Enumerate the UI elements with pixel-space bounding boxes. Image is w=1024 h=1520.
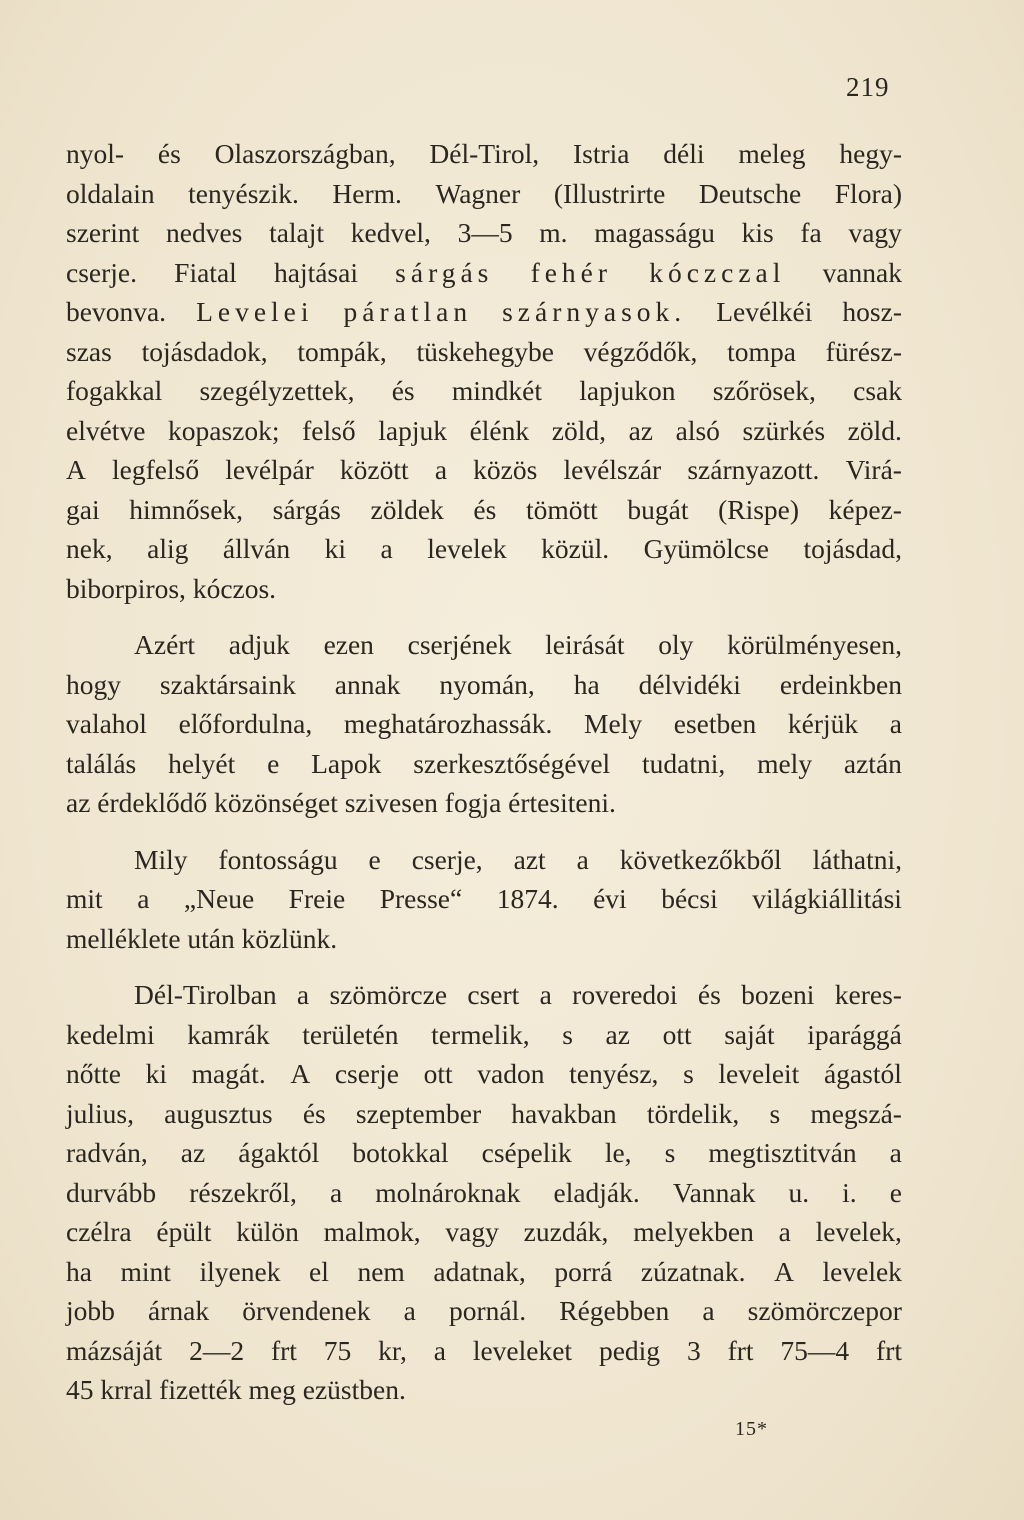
word: a bbox=[539, 979, 552, 1010]
word: a bbox=[380, 533, 393, 564]
word: ki bbox=[324, 533, 346, 564]
text-line bbox=[66, 919, 902, 959]
text-line bbox=[66, 1252, 902, 1292]
word: ha bbox=[573, 668, 600, 700]
text-line bbox=[66, 625, 902, 665]
word: porrá bbox=[554, 1255, 613, 1287]
word: zöld. bbox=[847, 414, 902, 446]
text-line bbox=[66, 975, 902, 1015]
word: vagy bbox=[445, 1216, 499, 1247]
word: Freie bbox=[288, 883, 346, 914]
word: levelek, bbox=[815, 1216, 902, 1247]
word: botokkal bbox=[352, 1137, 449, 1168]
word: után bbox=[187, 922, 242, 954]
word: molnároknak bbox=[375, 1176, 521, 1208]
word: „Neue bbox=[183, 883, 255, 914]
paragraph-gap bbox=[66, 608, 902, 625]
word: 75 bbox=[323, 1334, 352, 1366]
text-line bbox=[66, 411, 902, 451]
word: iparággá bbox=[807, 1018, 902, 1050]
text-line bbox=[66, 529, 902, 569]
word: a bbox=[889, 1137, 902, 1168]
word: ezen bbox=[323, 629, 374, 660]
text-line bbox=[66, 1015, 902, 1055]
text-line bbox=[66, 744, 902, 784]
word: ott bbox=[423, 1058, 453, 1089]
word: elvétve bbox=[66, 414, 146, 446]
word: termelik, bbox=[431, 1018, 530, 1050]
text-line bbox=[66, 1331, 902, 1371]
word: jobb bbox=[66, 1295, 115, 1326]
word: tömött bbox=[525, 493, 598, 525]
text-line bbox=[66, 1291, 902, 1331]
word: biborpiros, bbox=[66, 572, 193, 604]
word: a bbox=[403, 1295, 416, 1326]
word: meleg bbox=[738, 138, 806, 169]
word: és bbox=[697, 979, 721, 1010]
word: m. bbox=[539, 217, 568, 248]
text-line bbox=[66, 840, 902, 880]
word: melléklete bbox=[66, 922, 188, 954]
word: a bbox=[296, 979, 310, 1010]
word: lapjuk bbox=[378, 414, 447, 446]
word: frt bbox=[270, 1334, 297, 1366]
word: el bbox=[309, 1255, 329, 1287]
word: tördelik, bbox=[646, 1097, 740, 1129]
word: fogakkal bbox=[66, 375, 163, 406]
word: tüskehegybe bbox=[416, 335, 554, 367]
text-line bbox=[66, 332, 902, 372]
word: páratlan bbox=[343, 296, 473, 327]
word: 3—5 bbox=[457, 217, 513, 248]
word: le, bbox=[604, 1137, 632, 1168]
word: melyekben bbox=[633, 1216, 754, 1247]
word: Mely bbox=[584, 708, 643, 739]
word: Dél-Tirol, bbox=[429, 138, 540, 169]
word: mázsáját bbox=[66, 1334, 163, 1366]
word: Dél-Tirolban bbox=[134, 979, 277, 1010]
word: felső bbox=[302, 414, 356, 446]
word: cserjének bbox=[407, 629, 512, 660]
word: szárnyazott. bbox=[687, 454, 820, 485]
word: közlünk. bbox=[241, 922, 338, 954]
word: nőtte bbox=[66, 1058, 121, 1089]
word: hogy bbox=[66, 668, 121, 700]
word: u. bbox=[788, 1176, 810, 1208]
word: alig bbox=[147, 533, 189, 564]
word: külön bbox=[236, 1216, 299, 1247]
word: az bbox=[628, 414, 654, 446]
word: adatnak, bbox=[433, 1255, 526, 1287]
word: alsó bbox=[675, 414, 720, 446]
word: szárnyasok. bbox=[502, 296, 687, 327]
word: leveleit bbox=[718, 1058, 800, 1089]
paragraph bbox=[66, 625, 902, 823]
word: fogja bbox=[444, 787, 509, 818]
word: érdeklődő bbox=[97, 787, 215, 818]
word: örvendenek bbox=[242, 1295, 371, 1326]
word: Wagner bbox=[435, 177, 521, 209]
word: Deutsche bbox=[698, 177, 802, 209]
word: a bbox=[137, 883, 150, 914]
word: értesiteni. bbox=[508, 787, 616, 818]
word: meghatározhassák. bbox=[343, 708, 553, 739]
word: évi bbox=[593, 883, 627, 914]
word: Levélkéi bbox=[716, 296, 813, 327]
word: erdeinkben bbox=[779, 668, 902, 700]
word: gai bbox=[66, 493, 100, 525]
text-line bbox=[66, 1054, 902, 1094]
text-line bbox=[66, 253, 902, 293]
word: cserje bbox=[334, 1058, 399, 1089]
word: ezüstben. bbox=[302, 1374, 406, 1405]
word: radván, bbox=[66, 1137, 148, 1168]
word: mely bbox=[757, 747, 813, 779]
text-line bbox=[66, 213, 902, 253]
word: Presse“ bbox=[379, 883, 463, 914]
word: 45 bbox=[66, 1374, 101, 1405]
word: pornál. bbox=[448, 1295, 527, 1326]
word: zöldek bbox=[370, 493, 444, 525]
word: talajt bbox=[269, 217, 325, 248]
word: szürkés bbox=[742, 414, 826, 446]
word: részekről, bbox=[189, 1176, 297, 1208]
word: ágaktól bbox=[238, 1137, 320, 1168]
text-line bbox=[66, 450, 902, 490]
word: augusztus bbox=[164, 1097, 273, 1129]
word: megtisztitván bbox=[708, 1137, 857, 1168]
page-number: 219 bbox=[846, 72, 890, 102]
word: Virá- bbox=[845, 454, 902, 485]
word: területén bbox=[302, 1018, 399, 1050]
paragraph-gap bbox=[66, 958, 902, 975]
word: megszá- bbox=[810, 1097, 902, 1129]
paragraph bbox=[66, 975, 902, 1410]
word: és bbox=[473, 493, 497, 525]
word: fontosságu bbox=[218, 843, 338, 875]
word: roveredoi bbox=[572, 979, 678, 1010]
word: ha bbox=[66, 1255, 92, 1287]
word: déli bbox=[663, 138, 705, 169]
word: leveleket bbox=[472, 1334, 573, 1366]
word: csépelik bbox=[481, 1137, 572, 1168]
word: fürész- bbox=[825, 335, 902, 367]
word: legfelső bbox=[112, 454, 200, 485]
word: szömörcze bbox=[329, 979, 448, 1010]
word: zuzdák, bbox=[523, 1216, 609, 1247]
word: bugát bbox=[627, 493, 689, 525]
text-line bbox=[66, 490, 902, 530]
word: Gyümölcse bbox=[643, 533, 769, 564]
word: nek, bbox=[66, 533, 113, 564]
word: az bbox=[66, 787, 98, 818]
word: hegy- bbox=[839, 138, 902, 169]
word: ilyenek bbox=[199, 1255, 281, 1287]
word: a bbox=[778, 1216, 791, 1247]
word: cserje, bbox=[411, 843, 483, 875]
text-line bbox=[66, 569, 902, 609]
word: tojásdadok, bbox=[141, 335, 268, 367]
text-line bbox=[66, 665, 902, 705]
text-line bbox=[66, 174, 902, 214]
word: i. bbox=[842, 1176, 857, 1208]
text-line bbox=[66, 783, 902, 823]
word: kedelmi bbox=[66, 1018, 155, 1050]
word: Fiatal bbox=[174, 256, 237, 288]
word: vagy bbox=[848, 217, 902, 248]
word: levelek bbox=[427, 533, 507, 564]
word: Istria bbox=[572, 138, 630, 169]
word: s bbox=[683, 1058, 694, 1089]
word: kóczos. bbox=[192, 572, 277, 604]
word: világkiállitási bbox=[752, 883, 902, 914]
word: mit bbox=[66, 883, 103, 914]
word: előfordulna, bbox=[178, 708, 313, 739]
word: fizették bbox=[159, 1374, 249, 1405]
word: Herm. bbox=[332, 177, 402, 209]
word: kedvel, bbox=[350, 217, 431, 248]
word: vadon bbox=[477, 1058, 545, 1089]
word: nedves bbox=[166, 217, 243, 248]
word: szeptember bbox=[355, 1097, 482, 1129]
text-line bbox=[66, 1212, 902, 1252]
word: a bbox=[576, 843, 589, 875]
word: A bbox=[290, 1058, 311, 1089]
word: vannak bbox=[822, 256, 902, 288]
word: tompa bbox=[727, 335, 796, 367]
signature-mark: 15* bbox=[735, 1418, 768, 1440]
word: tudatni, bbox=[642, 747, 726, 779]
word: szaktársaink bbox=[159, 668, 296, 700]
word: nyol- bbox=[66, 138, 125, 169]
text-line bbox=[66, 371, 902, 411]
word: eladják. bbox=[553, 1176, 640, 1208]
word: szas bbox=[66, 335, 112, 367]
word: sárgás bbox=[272, 493, 341, 525]
word: bevonva. bbox=[66, 296, 167, 327]
word: szömörczepor bbox=[747, 1295, 902, 1326]
word: levelek bbox=[822, 1255, 902, 1287]
word: körülményesen, bbox=[727, 629, 902, 660]
word: kérjük bbox=[787, 708, 859, 739]
word: találás bbox=[66, 747, 137, 779]
word: ott bbox=[662, 1018, 692, 1050]
word: zúzatnak. bbox=[640, 1255, 746, 1287]
word: bozeni bbox=[741, 979, 815, 1010]
word: végződők, bbox=[583, 335, 698, 367]
word: magasságu bbox=[594, 217, 715, 248]
word: és bbox=[391, 375, 415, 406]
word: Olaszországban, bbox=[214, 138, 396, 169]
word: szivesen bbox=[344, 787, 445, 818]
word: csak bbox=[853, 375, 902, 406]
text-line bbox=[66, 1370, 902, 1410]
paragraph bbox=[66, 134, 902, 608]
word: tojásdad, bbox=[803, 533, 902, 564]
word: szegélyzettek, bbox=[199, 375, 355, 406]
text-line bbox=[66, 879, 902, 919]
word: meg bbox=[248, 1374, 303, 1405]
word: láthatni, bbox=[812, 843, 902, 875]
word: s bbox=[562, 1018, 573, 1050]
text-line bbox=[66, 704, 902, 744]
body-text bbox=[66, 134, 902, 1410]
word: ki bbox=[145, 1058, 168, 1089]
word: csert bbox=[467, 979, 520, 1010]
text-line bbox=[66, 1133, 902, 1173]
text-line bbox=[66, 1094, 902, 1134]
word: adjuk bbox=[228, 629, 290, 660]
word: Mily bbox=[134, 843, 188, 875]
word: e bbox=[267, 747, 280, 779]
word: a bbox=[329, 1176, 343, 1208]
word: frt bbox=[876, 1334, 902, 1366]
word: Régebben bbox=[559, 1295, 670, 1326]
word: durvább bbox=[66, 1176, 157, 1208]
word: pedig bbox=[598, 1334, 661, 1366]
word: hosz- bbox=[842, 296, 902, 327]
word: esetben bbox=[673, 708, 757, 739]
word: állván bbox=[222, 533, 291, 564]
word: (Illustrirte bbox=[553, 177, 666, 209]
word: következőkből bbox=[619, 843, 782, 875]
word: annak bbox=[334, 668, 401, 700]
word: kamrák bbox=[187, 1018, 270, 1050]
word: leirását bbox=[545, 629, 625, 660]
word: s bbox=[664, 1137, 676, 1168]
word: helyét bbox=[168, 747, 236, 779]
word: saját bbox=[724, 1018, 775, 1050]
word: fehér bbox=[530, 256, 613, 288]
text-line bbox=[66, 134, 902, 174]
word: mint bbox=[120, 1255, 171, 1287]
word: és bbox=[157, 138, 181, 169]
word: Vannak bbox=[672, 1176, 756, 1208]
text-line bbox=[66, 292, 902, 332]
word: Azért bbox=[134, 629, 196, 660]
word: épült bbox=[156, 1216, 212, 1247]
word: A bbox=[66, 454, 86, 485]
word: levélszár bbox=[563, 454, 662, 485]
word: a bbox=[433, 1334, 446, 1366]
word: julius, bbox=[66, 1097, 134, 1129]
word: a bbox=[702, 1295, 715, 1326]
word: szerkesztőségével bbox=[413, 747, 611, 779]
word: délvidéki bbox=[638, 668, 741, 700]
word: czélra bbox=[66, 1216, 132, 1247]
text-line bbox=[66, 1173, 902, 1213]
word: lapjukon bbox=[579, 375, 676, 406]
word: nem bbox=[357, 1255, 405, 1287]
word: azt bbox=[513, 843, 546, 875]
paragraph-gap bbox=[66, 823, 902, 840]
word: hajtásai bbox=[273, 256, 358, 288]
word: kóczczal bbox=[649, 256, 786, 288]
word: sárgás bbox=[395, 256, 494, 288]
word: tenyészik. bbox=[188, 177, 299, 209]
word: magát. bbox=[191, 1058, 266, 1089]
word: élénk bbox=[469, 414, 530, 446]
word: kopaszok; bbox=[168, 414, 280, 446]
word: s bbox=[769, 1097, 781, 1129]
word: tompák, bbox=[297, 335, 387, 367]
word: (Rispe) bbox=[718, 493, 800, 525]
word: árnak bbox=[148, 1295, 210, 1326]
word: bécsi bbox=[661, 883, 718, 914]
word: között bbox=[339, 454, 409, 485]
paragraph bbox=[66, 840, 902, 959]
word: szerint bbox=[66, 217, 140, 248]
word: 75—4 bbox=[780, 1334, 850, 1366]
word: tenyész, bbox=[569, 1058, 659, 1089]
word: keres- bbox=[834, 979, 902, 1010]
word: szőrösek, bbox=[712, 375, 816, 406]
word: Levelei bbox=[196, 296, 314, 327]
word: képez- bbox=[828, 493, 902, 525]
word: a bbox=[889, 708, 902, 739]
word: aztán bbox=[843, 747, 902, 779]
word: 1874. bbox=[496, 883, 559, 914]
word: e bbox=[889, 1176, 902, 1208]
word: frt bbox=[727, 1334, 754, 1366]
word: ágastól bbox=[823, 1058, 902, 1089]
word: havakban bbox=[511, 1097, 617, 1129]
word: malmok, bbox=[323, 1216, 421, 1247]
word: zöld, bbox=[551, 414, 606, 446]
word: a bbox=[434, 454, 448, 485]
word: himnősek, bbox=[129, 493, 244, 525]
word: közül. bbox=[541, 533, 610, 564]
word: az bbox=[180, 1137, 206, 1168]
word: A bbox=[774, 1255, 794, 1287]
word: kis bbox=[741, 217, 774, 248]
word: krral bbox=[100, 1374, 160, 1405]
word: e bbox=[368, 843, 381, 875]
word: fa bbox=[800, 217, 822, 248]
word: Flora) bbox=[834, 177, 902, 209]
word: közönséget bbox=[214, 787, 345, 818]
word: nyomán, bbox=[439, 668, 535, 700]
word: 2—2 bbox=[189, 1334, 245, 1366]
word: és bbox=[302, 1097, 326, 1129]
word: közös bbox=[473, 454, 538, 485]
word: 3 bbox=[686, 1334, 701, 1366]
word: Lapok bbox=[311, 747, 382, 779]
word: valahol bbox=[66, 708, 147, 739]
word: oly bbox=[658, 629, 694, 660]
word: az bbox=[605, 1018, 630, 1050]
word: oldalain bbox=[66, 177, 155, 209]
word: levélpár bbox=[225, 454, 314, 485]
word: kr, bbox=[378, 1334, 407, 1366]
word: cserje. bbox=[66, 256, 137, 288]
word: mindkét bbox=[451, 375, 543, 406]
